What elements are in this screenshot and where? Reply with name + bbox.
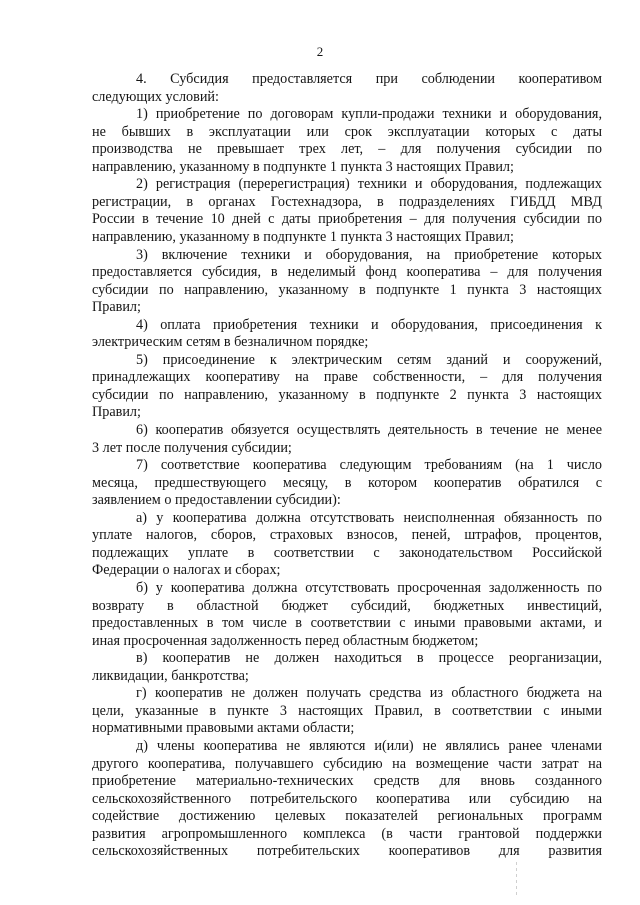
text-line: развития агропромышленного комплекса (в части грантовой поддержки	[92, 825, 602, 842]
text-line: подлежащих уплате в соответствии с законодательством Российской	[92, 544, 602, 561]
text-line: принадлежащих кооперативу на праве собственности, – для получения	[92, 369, 602, 386]
text-line: предоставляется субсидия, в неделимый фонд кооператива – для получения	[92, 264, 602, 281]
text-line: 2) регистрация (перерегистрация) техники и оборудования, подлежащих	[136, 176, 602, 193]
text-line: 6) кооператив обязуется осуществлять деятельность в течение не менее	[136, 422, 602, 438]
text-line: следующих условий:	[92, 88, 219, 105]
scan-artifact	[516, 862, 517, 896]
text-line: производства не превышает трех лет, – для получения субсидии по	[92, 141, 602, 158]
text-line: 3 лет после получения субсидии;	[92, 439, 292, 456]
page-number: 2	[316, 44, 324, 59]
text-line: г) кооператив не должен получать средства из областного бюджета на	[136, 685, 602, 702]
text-line: 5) присоединение к электрическим сетям зданий и сооружений,	[136, 351, 602, 368]
text-line: уплате налогов, сборов, страховых взносов, пеней, штрафов, процентов,	[92, 527, 602, 544]
text-line: 3) включение техники и оборудования, на приобретение которых	[136, 246, 602, 263]
text-line: 4. Субсидия предоставляется при соблюдении кооперативом	[136, 71, 602, 87]
text-line: не бывших в эксплуатации или срок эксплуатации которых с даты	[92, 123, 602, 140]
text-line: иная просроченная задолженность перед областным бюджетом;	[92, 632, 479, 649]
text-line: сельскохозяйственных потребительских кооперативов для развития	[92, 843, 602, 860]
text-line: а) у кооператива должна отсутствовать неисполненная обязанность по	[136, 509, 602, 526]
text-line: 7) соответствие кооператива следующим требованиям (на 1 число	[136, 457, 602, 474]
text-line: цели, указанные в пункте 3 настоящих Правил, в соответствии с иными	[92, 702, 602, 719]
text-line: предоставленных в том числе в соответствии с иными правовыми актами, и	[92, 615, 602, 632]
text-line: в) кооператив не должен находиться в процессе реорганизации,	[136, 650, 602, 667]
text-line: направлению, указанному в подпункте 1 пункта 3 настоящих Правил;	[92, 229, 514, 245]
text-line: заявлением о предоставлении субсидии):	[92, 492, 341, 509]
text-line: сельскохозяйственного потребительского кооператива или субсидию на	[92, 790, 602, 807]
text-line: направлению, указанному в подпункте 1 пункта 3 настоящих Правил;	[92, 158, 514, 175]
text-line: Федерации о налогах и сборах;	[92, 562, 281, 579]
text-line: нормативными правовыми актами области;	[92, 720, 355, 737]
text-line: ликвидации, банкротства;	[92, 667, 249, 684]
text-line: 4) оплата приобретения техники и оборудования, присоединения к	[136, 316, 602, 333]
text-line: д) члены кооператива не являются и(или) не являлись ранее членами	[136, 737, 602, 754]
text-line: Правил;	[92, 299, 141, 316]
text-line: регистрации, в органах Гостехнадзора, в подразделениях ГИБДД МВД	[92, 193, 602, 210]
text-line: приобретение материально-технических средств для вновь созданного	[92, 773, 602, 789]
text-line: субсидии по направлению, указанному в подпункте 1 пункта 3 настоящих	[92, 281, 602, 298]
text-line: 1) приобретение по договорам купли-продажи техники и оборудования,	[136, 106, 602, 123]
text-line: содействие достижению целевых показателей региональных программ	[92, 808, 602, 825]
text-line: электрическим сетям в безналичном порядке;	[92, 334, 369, 351]
text-line: Правил;	[92, 404, 141, 421]
text-line: возврату в областной бюджет субсидий, бюджетных инвестиций,	[92, 597, 602, 614]
text-line: б) у кооператива должна отсутствовать просроченная задолженность по	[136, 580, 602, 596]
text-line: субсидии по направлению, указанному в подпункте 2 пункта 3 настоящих	[92, 386, 602, 403]
text-line: России в течение 10 дней с даты приобретения – для получения субсидии по	[92, 211, 602, 228]
text-line: месяца, предшествующего месяцу, в котором кооператив обратился с	[92, 474, 602, 491]
text-line: другого кооператива, получавшего субсидию на возмещение части затрат на	[92, 755, 602, 772]
